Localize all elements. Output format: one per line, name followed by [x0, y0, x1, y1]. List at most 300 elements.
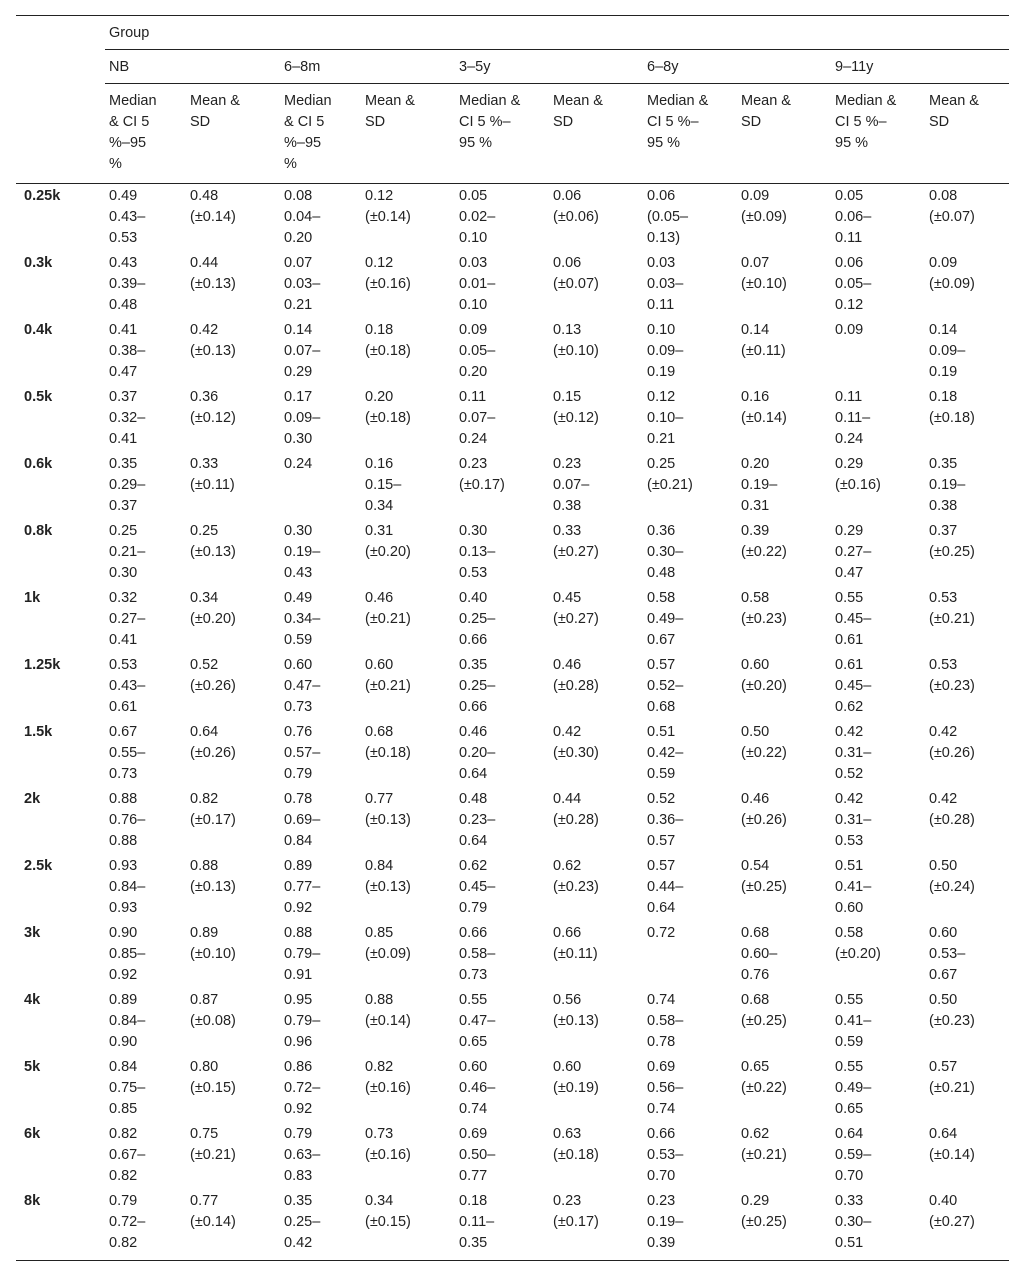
subheader-line: SD	[929, 114, 950, 130]
table-cell	[361, 854, 455, 921]
table-row	[16, 586, 1009, 653]
cell-line: 0.73	[284, 699, 313, 715]
cell-line: 0.47–	[284, 678, 321, 694]
cell-line: (±0.17)	[459, 477, 505, 493]
cell-line: 0.60	[835, 900, 864, 916]
cell-line: 0.25	[190, 523, 219, 539]
cell-line: (±0.26)	[929, 745, 975, 761]
cell-line: 0.77	[459, 1168, 488, 1184]
cell-line: (±0.14)	[190, 209, 236, 225]
table-cell	[455, 452, 549, 519]
row-frequency-label: 4k	[24, 992, 41, 1008]
cell-line: 0.47	[109, 364, 138, 380]
table-cell	[737, 787, 831, 854]
cell-line: 0.32–	[109, 410, 146, 426]
table-cell	[186, 318, 280, 385]
cell-line: 0.53	[929, 590, 958, 606]
table-cell	[361, 653, 455, 720]
subheader-line: & CI 5	[284, 114, 325, 130]
cell-line: 0.52	[647, 791, 676, 807]
cell-line: (±0.20)	[835, 946, 881, 962]
table-cell	[925, 519, 1009, 586]
cell-line: 0.09	[459, 322, 488, 338]
row-frequency-label: 1.5k	[24, 724, 53, 740]
cell-line: (±0.09)	[365, 946, 411, 962]
cell-line: 0.29	[835, 456, 864, 472]
cell-line: 0.06–	[835, 209, 872, 225]
cell-line: (±0.11)	[190, 477, 235, 493]
cell-line: 0.79	[284, 766, 313, 782]
cell-line: 0.60	[929, 925, 958, 941]
subheader-mean-sd	[186, 84, 280, 184]
table-cell	[643, 988, 737, 1055]
cell-line: 0.20–	[459, 745, 496, 761]
cell-line: 0.07–	[553, 477, 590, 493]
table-cell	[925, 720, 1009, 787]
table-cell	[737, 854, 831, 921]
table-cell	[280, 988, 361, 1055]
cell-line: (0.05–	[647, 209, 689, 225]
cell-line: 0.72–	[109, 1214, 146, 1230]
cell-line: 0.79–	[284, 1013, 321, 1029]
table-row	[16, 720, 1009, 787]
cell-line: 0.17	[284, 389, 313, 405]
table-cell	[831, 787, 925, 854]
cell-line: 0.53	[109, 657, 138, 673]
table-cell	[186, 1189, 280, 1261]
table-cell	[455, 854, 549, 921]
table-cell	[643, 653, 737, 720]
cell-line: 0.90	[109, 925, 138, 941]
cell-line: (±0.21)	[365, 678, 411, 694]
cell-line: 0.55	[835, 992, 864, 1008]
cell-line: (±0.10)	[553, 343, 599, 359]
table-cell	[831, 184, 925, 252]
cell-line: 0.73	[365, 1126, 394, 1142]
table-header	[16, 16, 1009, 184]
cell-line: 0.36	[190, 389, 219, 405]
cell-line: 0.35	[929, 456, 958, 472]
table-cell	[831, 1122, 925, 1189]
cell-line: 0.34	[365, 1193, 394, 1209]
group-nb: NB	[105, 50, 280, 84]
cell-line: 0.79	[109, 1193, 138, 1209]
cell-line: 0.09	[741, 188, 770, 204]
table-cell	[737, 251, 831, 318]
cell-line: 0.67–	[109, 1147, 146, 1163]
subheader-line: %	[109, 156, 122, 172]
cell-line: 0.39–	[109, 276, 146, 292]
subheader-line: SD	[553, 114, 574, 130]
cell-line: 0.58–	[647, 1013, 684, 1029]
cell-line: 0.55	[835, 590, 864, 606]
cell-line: (±0.14)	[365, 209, 411, 225]
cell-line: 0.37	[109, 389, 138, 405]
subheader-line: Mean &	[929, 93, 979, 109]
cell-line: (±0.28)	[929, 812, 975, 828]
row-frequency-label: 6k	[24, 1126, 41, 1142]
cell-line: 0.68	[741, 992, 770, 1008]
cell-line: 0.34–	[284, 611, 321, 627]
table-cell	[643, 787, 737, 854]
cell-line: (±0.18)	[365, 343, 411, 359]
cell-line: 0.41–	[835, 879, 872, 895]
cell-line: (±0.15)	[190, 1080, 236, 1096]
cell-line: 0.35	[459, 1235, 488, 1251]
subheader-median-ci	[455, 84, 549, 184]
cell-line: (±0.23)	[741, 611, 787, 627]
cell-line: 0.11	[835, 230, 863, 246]
table-cell	[455, 921, 549, 988]
cell-line: (±0.21)	[365, 611, 411, 627]
cell-line: 0.09–	[929, 343, 966, 359]
table-cell	[549, 921, 643, 988]
table-cell	[455, 988, 549, 1055]
table-cell	[549, 787, 643, 854]
subheader-line: Mean &	[553, 93, 603, 109]
cell-line: 0.29	[284, 364, 313, 380]
cell-line: 0.49–	[647, 611, 684, 627]
table-cell	[455, 787, 549, 854]
row-frequency-label: 0.8k	[24, 523, 53, 539]
cell-line: 0.56	[553, 992, 582, 1008]
cell-line: 0.88	[109, 833, 138, 849]
cell-line: 0.84–	[109, 1013, 146, 1029]
cell-line: 0.18	[365, 322, 394, 338]
table-cell	[186, 921, 280, 988]
cell-line: 0.82	[109, 1168, 138, 1184]
cell-line: 0.27–	[109, 611, 146, 627]
cell-line: 0.58	[741, 590, 770, 606]
table-cell	[280, 519, 361, 586]
subheader-mean-sd	[549, 84, 643, 184]
cell-line: (±0.07)	[929, 209, 975, 225]
cell-line: 0.35	[284, 1193, 313, 1209]
cell-line: 0.16	[741, 389, 770, 405]
row-frequency-label: 5k	[24, 1059, 41, 1075]
table-body	[16, 184, 1009, 1261]
cell-line: 0.50	[741, 724, 770, 740]
table-cell	[361, 519, 455, 586]
cell-line: 0.37	[929, 523, 958, 539]
cell-line: (±0.16)	[365, 1147, 411, 1163]
subheader-line: Mean &	[365, 93, 415, 109]
cell-line: 0.46	[459, 724, 488, 740]
cell-line: 0.53–	[929, 946, 966, 962]
cell-line: 0.95	[284, 992, 313, 1008]
subheader-line: %–95	[109, 135, 147, 151]
cell-line: 0.42	[835, 724, 864, 740]
table-cell	[737, 1189, 831, 1261]
table-cell	[361, 385, 455, 452]
table-cell	[455, 251, 549, 318]
table-cell	[643, 720, 737, 787]
table-cell	[831, 251, 925, 318]
cell-line: 0.64	[459, 833, 488, 849]
cell-line: (±0.27)	[929, 1214, 975, 1230]
row-frequency-label: 2k	[24, 791, 41, 807]
cell-line: (±0.30)	[553, 745, 599, 761]
cell-line: 0.05	[459, 188, 488, 204]
row-frequency-label: 0.4k	[24, 322, 53, 338]
cell-line: (±0.20)	[741, 678, 787, 694]
subheader-line: %	[284, 156, 297, 172]
table-row	[16, 1122, 1009, 1189]
cell-line: 0.09–	[647, 343, 684, 359]
cell-line: 0.60	[459, 1059, 488, 1075]
table-cell	[925, 184, 1009, 252]
cell-line: (±0.26)	[190, 745, 236, 761]
table-cell	[925, 1055, 1009, 1122]
cell-line: (±0.13)	[190, 343, 236, 359]
table-cell	[361, 988, 455, 1055]
cell-line: 0.80	[190, 1059, 219, 1075]
cell-line: 0.42	[190, 322, 219, 338]
cell-line: 0.43	[109, 255, 138, 271]
cell-line: 0.58	[647, 590, 676, 606]
cell-line: 0.48	[190, 188, 219, 204]
cell-line: 0.57	[929, 1059, 958, 1075]
cell-line: (±0.16)	[365, 1080, 411, 1096]
table-cell	[105, 921, 186, 988]
cell-line: 0.15	[553, 389, 582, 405]
table-cell	[549, 653, 643, 720]
row-frequency-label: 2.5k	[24, 858, 53, 874]
cell-line: 0.19–	[647, 1214, 684, 1230]
cell-line: 0.23–	[459, 812, 496, 828]
cell-line: 0.41	[109, 431, 138, 447]
cell-line: 0.29	[741, 1193, 770, 1209]
cell-line: 0.18	[929, 389, 958, 405]
cell-line: 0.20	[459, 364, 488, 380]
subheader-line: & CI 5	[109, 114, 150, 130]
table-cell	[105, 1122, 186, 1189]
table-cell	[737, 519, 831, 586]
cell-line: 0.04–	[284, 209, 321, 225]
cell-line: 0.06	[553, 255, 582, 271]
cell-line: (±0.23)	[929, 1013, 975, 1029]
row-frequency-label: 1.25k	[24, 657, 61, 673]
cell-line: 0.62	[835, 699, 864, 715]
cell-line: 0.43–	[109, 678, 146, 694]
table-cell	[925, 854, 1009, 921]
cell-line: (±0.13)	[190, 276, 236, 292]
cell-line: (±0.18)	[365, 745, 411, 761]
cell-line: 0.46	[365, 590, 394, 606]
cell-line: 0.12	[365, 255, 394, 271]
cell-line: 0.85–	[109, 946, 146, 962]
table-cell	[737, 1055, 831, 1122]
table-cell	[831, 653, 925, 720]
table-cell	[643, 854, 737, 921]
cell-line: 0.11–	[459, 1214, 495, 1230]
cell-line: 0.66	[459, 632, 488, 648]
subheader-line: Median &	[647, 93, 709, 109]
cell-line: 0.20	[365, 389, 394, 405]
cell-line: 0.74	[647, 992, 676, 1008]
subheader-line: Median &	[835, 93, 897, 109]
cell-line: 0.05–	[459, 343, 496, 359]
subheader-line: CI 5 %–	[647, 114, 699, 130]
cell-line: (±0.08)	[190, 1013, 236, 1029]
cell-line: 0.03	[647, 255, 676, 271]
subheader-line: 95 %	[647, 135, 681, 151]
cell-line: 0.54	[741, 858, 770, 874]
cell-line: 0.30	[459, 523, 488, 539]
cell-line: 0.12	[835, 297, 864, 313]
cell-line: 0.57	[647, 833, 676, 849]
cell-line: 0.60	[365, 657, 394, 673]
cell-line: 0.30	[109, 565, 138, 581]
table-cell	[455, 1055, 549, 1122]
table-cell	[280, 921, 361, 988]
table-cell	[925, 1189, 1009, 1261]
table-cell	[455, 653, 549, 720]
table-cell	[549, 854, 643, 921]
cell-line: (±0.25)	[741, 879, 787, 895]
cell-line: 0.44	[553, 791, 582, 807]
table-cell	[105, 318, 186, 385]
row-frequency-label: 1k	[24, 590, 41, 606]
cell-line: 0.34	[190, 590, 219, 606]
cell-line: (±0.22)	[741, 544, 787, 560]
table-cell	[361, 586, 455, 653]
table-cell	[280, 854, 361, 921]
cell-line: 0.36	[647, 523, 676, 539]
cell-line: 0.38–	[109, 343, 146, 359]
table-cell	[549, 720, 643, 787]
table-cell	[105, 720, 186, 787]
cell-line: 0.73	[459, 967, 488, 983]
table-cell	[925, 586, 1009, 653]
table-cell	[361, 1055, 455, 1122]
cell-line: 0.06	[553, 188, 582, 204]
group-3-5y: 3–5y	[455, 50, 643, 84]
cell-line: 0.51	[835, 858, 864, 874]
cell-line: 0.38	[929, 498, 958, 514]
cell-line: 0.09–	[284, 410, 321, 426]
cell-line: (±0.21)	[190, 1147, 236, 1163]
table-cell	[549, 1122, 643, 1189]
cell-line: 0.31–	[835, 745, 872, 761]
cell-line: 0.15–	[365, 477, 402, 493]
cell-line: 0.93	[109, 900, 138, 916]
cell-line: (±0.13)	[553, 1013, 599, 1029]
cell-line: 0.05	[835, 188, 864, 204]
cell-line: 0.41	[109, 632, 138, 648]
cell-line: 0.59	[835, 1034, 864, 1050]
cell-line: (±0.26)	[741, 812, 787, 828]
row-frequency-label: 0.25k	[24, 188, 61, 204]
table-row	[16, 921, 1009, 988]
subheader-line: CI 5 %–	[459, 114, 511, 130]
cell-line: 0.05–	[835, 276, 872, 292]
cell-line: 0.51	[647, 724, 676, 740]
table-cell	[831, 385, 925, 452]
cell-line: 0.03	[459, 255, 488, 271]
cell-line: (±0.11)	[553, 946, 598, 962]
table-cell	[737, 586, 831, 653]
table-cell	[737, 653, 831, 720]
cell-line: 0.89	[190, 925, 219, 941]
cell-line: 0.79–	[284, 946, 321, 962]
cell-line: 0.48	[459, 791, 488, 807]
cell-line: 0.39	[647, 1235, 676, 1251]
cell-line: 0.39	[741, 523, 770, 539]
cell-line: 0.77–	[284, 879, 321, 895]
cell-line: 0.12	[647, 389, 676, 405]
table-cell	[280, 318, 361, 385]
cell-line: 0.33	[553, 523, 582, 539]
table-cell	[643, 452, 737, 519]
table-cell	[186, 787, 280, 854]
cell-line: 0.36–	[647, 812, 684, 828]
table-cell	[361, 318, 455, 385]
table-cell	[105, 854, 186, 921]
table-cell	[455, 318, 549, 385]
row-frequency-label: 3k	[24, 925, 41, 941]
cell-line: 0.75–	[109, 1080, 146, 1096]
table-cell	[186, 586, 280, 653]
cell-line: 0.75	[190, 1126, 219, 1142]
cell-line: 0.10–	[647, 410, 684, 426]
table-cell	[280, 385, 361, 452]
cell-line: 0.46–	[459, 1080, 496, 1096]
cell-line: 0.96	[284, 1034, 313, 1050]
table-cell	[831, 452, 925, 519]
cell-line: (±0.20)	[190, 611, 236, 627]
cell-line: 0.42	[929, 724, 958, 740]
cell-line: 0.61	[835, 657, 864, 673]
cell-line: (±0.17)	[190, 812, 236, 828]
subheader-line: Mean &	[741, 93, 791, 109]
cell-line: 0.25	[647, 456, 676, 472]
cell-line: 0.85	[365, 925, 394, 941]
table-cell	[361, 1122, 455, 1189]
cell-line: 0.03–	[647, 276, 684, 292]
cell-line: 0.38	[553, 498, 582, 514]
cell-line: 0.30	[284, 431, 313, 447]
table-cell	[455, 184, 549, 252]
table-cell	[737, 318, 831, 385]
table-cell	[925, 385, 1009, 452]
table-cell	[280, 251, 361, 318]
cell-line: 0.73	[109, 766, 138, 782]
table-cell	[643, 1122, 737, 1189]
cell-line: (±0.13)	[365, 812, 411, 828]
table-cell	[831, 318, 925, 385]
cell-line: 0.16	[365, 456, 394, 472]
cell-line: 0.57	[647, 858, 676, 874]
subheader-mean-sd	[925, 84, 1009, 184]
table-cell	[455, 1189, 549, 1261]
cell-line: (±0.13)	[190, 879, 236, 895]
table-cell	[549, 184, 643, 252]
cell-line: (±0.14)	[365, 1013, 411, 1029]
cell-line: 0.40	[929, 1193, 958, 1209]
cell-line: 0.82	[109, 1126, 138, 1142]
cell-line: 0.72–	[284, 1080, 321, 1096]
cell-line: 0.25–	[459, 611, 496, 627]
cell-line: 0.27–	[835, 544, 872, 560]
cell-line: 0.84–	[109, 879, 146, 895]
cell-line: 0.01–	[459, 276, 496, 292]
cell-line: (±0.15)	[365, 1214, 411, 1230]
cell-line: (±0.11)	[741, 343, 786, 359]
table-cell	[280, 184, 361, 252]
cell-line: 0.58	[835, 925, 864, 941]
cell-line: 0.19–	[284, 544, 321, 560]
